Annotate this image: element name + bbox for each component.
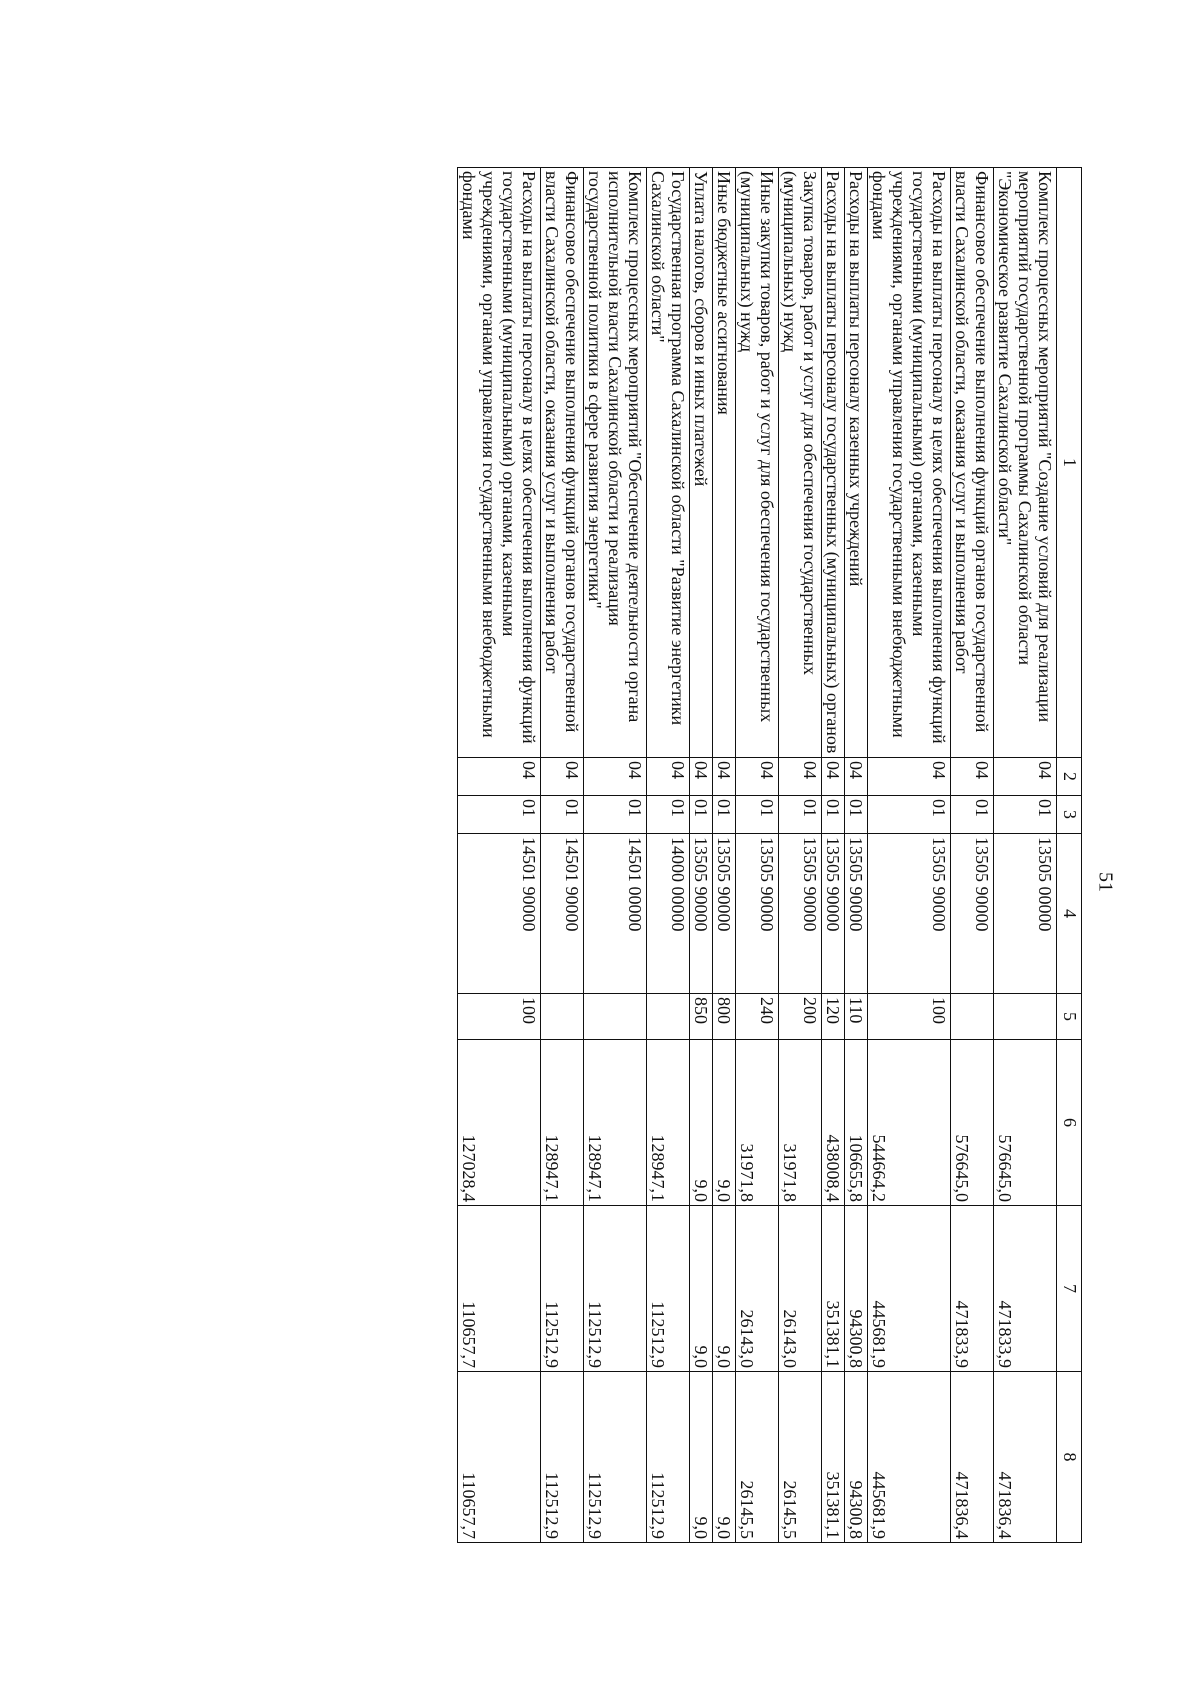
- amount-col-7: 94300,8: [845, 1206, 868, 1372]
- amount-col-6: 9,0: [713, 1040, 736, 1206]
- target-article-code: 13505 90000: [845, 834, 868, 994]
- section-code: 04: [736, 758, 779, 796]
- table-row: [994, 168, 1057, 1543]
- table-row: [951, 168, 994, 1543]
- subsection-code: 01: [713, 796, 736, 834]
- table-row: [458, 168, 541, 1543]
- amount-col-6: 9,0: [690, 1040, 713, 1206]
- amount-col-6: 128947,1: [647, 1040, 690, 1206]
- section-code: 04: [647, 758, 690, 796]
- section-code: 04: [951, 758, 994, 796]
- amount-col-7: 9,0: [713, 1206, 736, 1372]
- amount-col-6: 544664,2: [868, 1040, 951, 1206]
- column-header: 2: [1057, 758, 1082, 796]
- subsection-code: 01: [647, 796, 690, 834]
- section-code: 04: [779, 758, 822, 796]
- column-header: 5: [1057, 994, 1082, 1040]
- amount-col-8: 112512,9: [647, 1372, 690, 1543]
- expense-type-code: [951, 994, 994, 1040]
- column-header: 6: [1057, 1040, 1082, 1206]
- row-name: Комплекс процессных мероприятий "Создание условий для реализации мероприятий государственной программы Сахалинской области "Экономическое развитие Сахалинской области": [994, 168, 1057, 758]
- amount-col-7: 445681,9: [868, 1206, 951, 1372]
- amount-col-8: 9,0: [713, 1372, 736, 1543]
- row-name: Уплата налогов, сборов и иных платежей: [690, 168, 713, 758]
- amount-col-7: 112512,9: [584, 1206, 647, 1372]
- section-code: 04: [713, 758, 736, 796]
- column-header: 4: [1057, 834, 1082, 994]
- subsection-code: 01: [541, 796, 584, 834]
- target-article-code: 13505 90000: [736, 834, 779, 994]
- section-code: 04: [845, 758, 868, 796]
- amount-col-7: 26143,0: [736, 1206, 779, 1372]
- row-name: Иные бюджетные ассигнования: [713, 168, 736, 758]
- subsection-code: 01: [779, 796, 822, 834]
- section-code: 04: [868, 758, 951, 796]
- amount-col-8: 26145,5: [736, 1372, 779, 1543]
- amount-col-8: 94300,8: [845, 1372, 868, 1543]
- expense-type-code: 100: [458, 994, 541, 1040]
- table-row: [822, 168, 845, 1543]
- table-row: [713, 168, 736, 1543]
- column-header: 1: [1057, 168, 1082, 758]
- amount-col-8: 471836,4: [951, 1372, 994, 1543]
- row-name: Государственная программа Сахалинской области "Развитие энергетики Сахалинской области": [647, 168, 690, 758]
- amount-col-8: 26145,5: [779, 1372, 822, 1543]
- table-header-row: [1057, 168, 1082, 1543]
- target-article-code: 13505 90000: [951, 834, 994, 994]
- section-code: 04: [690, 758, 713, 796]
- expense-type-code: [541, 994, 584, 1040]
- expense-type-code: [584, 994, 647, 1040]
- table-row: [584, 168, 647, 1543]
- table-row: [736, 168, 779, 1543]
- table-row: [845, 168, 868, 1543]
- page-number: 51: [1094, 872, 1117, 892]
- section-code: 04: [541, 758, 584, 796]
- subsection-code: 01: [845, 796, 868, 834]
- amount-col-8: 445681,9: [868, 1372, 951, 1543]
- subsection-code: 01: [584, 796, 647, 834]
- target-article-code: 14501 90000: [541, 834, 584, 994]
- subsection-code: 01: [458, 796, 541, 834]
- amount-col-8: 112512,9: [584, 1372, 647, 1543]
- subsection-code: 01: [994, 796, 1057, 834]
- amount-col-6: 106655,8: [845, 1040, 868, 1206]
- section-code: 04: [584, 758, 647, 796]
- amount-col-6: 128947,1: [584, 1040, 647, 1206]
- row-name: Расходы на выплаты персоналу в целях обеспечения выполнения функций государственными (муниципальными) органами, казенными учреждениями, органами управления государственными внебюджетными фондами: [868, 168, 951, 758]
- target-article-code: 13505 00000: [994, 834, 1057, 994]
- subsection-code: 01: [868, 796, 951, 834]
- row-name: Расходы на выплаты персоналу казенных учреждений: [845, 168, 868, 758]
- expense-type-code: [994, 994, 1057, 1040]
- row-name: Комплекс процессных мероприятий "Обеспечение деятельности органа исполнительной власти Сахалинской области и реализация государственной политики в сфере развития энергетики": [584, 168, 647, 758]
- amount-col-6: 127028,4: [458, 1040, 541, 1206]
- target-article-code: 14000 00000: [647, 834, 690, 994]
- table-row: [779, 168, 822, 1543]
- row-name: Финансовое обеспечение выполнения функций органов государственной власти Сахалинской области, оказания услуг и выполнения работ: [951, 168, 994, 758]
- section-code: 04: [822, 758, 845, 796]
- table-row: [647, 168, 690, 1543]
- target-article-code: 13505 90000: [690, 834, 713, 994]
- budget-table-sheet: [102, 167, 1082, 1542]
- table-row: [541, 168, 584, 1543]
- amount-col-8: 110657,7: [458, 1372, 541, 1543]
- amount-col-7: 471833,9: [951, 1206, 994, 1372]
- amount-col-6: 576645,0: [994, 1040, 1057, 1206]
- row-name: Закупка товаров, работ и услуг для обеспечения государственных (муниципальных) нужд: [779, 168, 822, 758]
- amount-col-6: 128947,1: [541, 1040, 584, 1206]
- budget-table: [457, 167, 1082, 1543]
- table-row: [868, 168, 951, 1543]
- target-article-code: 14501 90000: [458, 834, 541, 994]
- expense-type-code: 850: [690, 994, 713, 1040]
- section-code: 04: [994, 758, 1057, 796]
- target-article-code: 13505 90000: [868, 834, 951, 994]
- column-header: 7: [1057, 1206, 1082, 1372]
- subsection-code: 01: [736, 796, 779, 834]
- table-row: [690, 168, 713, 1543]
- amount-col-8: 471836,4: [994, 1372, 1057, 1543]
- expense-type-code: 200: [779, 994, 822, 1040]
- target-article-code: 13505 90000: [713, 834, 736, 994]
- amount-col-6: 438008,4: [822, 1040, 845, 1206]
- subsection-code: 01: [690, 796, 713, 834]
- target-article-code: 13505 90000: [822, 834, 845, 994]
- subsection-code: 01: [822, 796, 845, 834]
- amount-col-8: 9,0: [690, 1372, 713, 1543]
- expense-type-code: 100: [868, 994, 951, 1040]
- expense-type-code: 240: [736, 994, 779, 1040]
- subsection-code: 01: [951, 796, 994, 834]
- target-article-code: 13505 90000: [779, 834, 822, 994]
- amount-col-8: 351381,1: [822, 1372, 845, 1543]
- amount-col-8: 112512,9: [541, 1372, 584, 1543]
- amount-col-6: 31971,8: [779, 1040, 822, 1206]
- amount-col-6: 576645,0: [951, 1040, 994, 1206]
- column-header: 3: [1057, 796, 1082, 834]
- expense-type-code: 110: [845, 994, 868, 1040]
- column-header: 8: [1057, 1372, 1082, 1543]
- row-name: Расходы на выплаты персоналу в целях обеспечения выполнения функций государственными (муниципальными) органами, казенными учреждениями, органами управления государственными внебюджетными фондами: [458, 168, 541, 758]
- amount-col-7: 9,0: [690, 1206, 713, 1372]
- expense-type-code: 120: [822, 994, 845, 1040]
- amount-col-7: 351381,1: [822, 1206, 845, 1372]
- amount-col-6: 31971,8: [736, 1040, 779, 1206]
- expense-type-code: 800: [713, 994, 736, 1040]
- amount-col-7: 112512,9: [541, 1206, 584, 1372]
- amount-col-7: 471833,9: [994, 1206, 1057, 1372]
- row-name: Иные закупки товаров, работ и услуг для обеспечения государственных (муниципальных) нужд: [736, 168, 779, 758]
- section-code: 04: [458, 758, 541, 796]
- row-name: Расходы на выплаты персоналу государственных (муниципальных) органов: [822, 168, 845, 758]
- amount-col-7: 110657,7: [458, 1206, 541, 1372]
- amount-col-7: 112512,9: [647, 1206, 690, 1372]
- row-name: Финансовое обеспечение выполнения функций органов государственной власти Сахалинской области, оказания услуг и выполнения работ: [541, 168, 584, 758]
- expense-type-code: [647, 994, 690, 1040]
- amount-col-7: 26143,0: [779, 1206, 822, 1372]
- target-article-code: 14501 00000: [584, 834, 647, 994]
